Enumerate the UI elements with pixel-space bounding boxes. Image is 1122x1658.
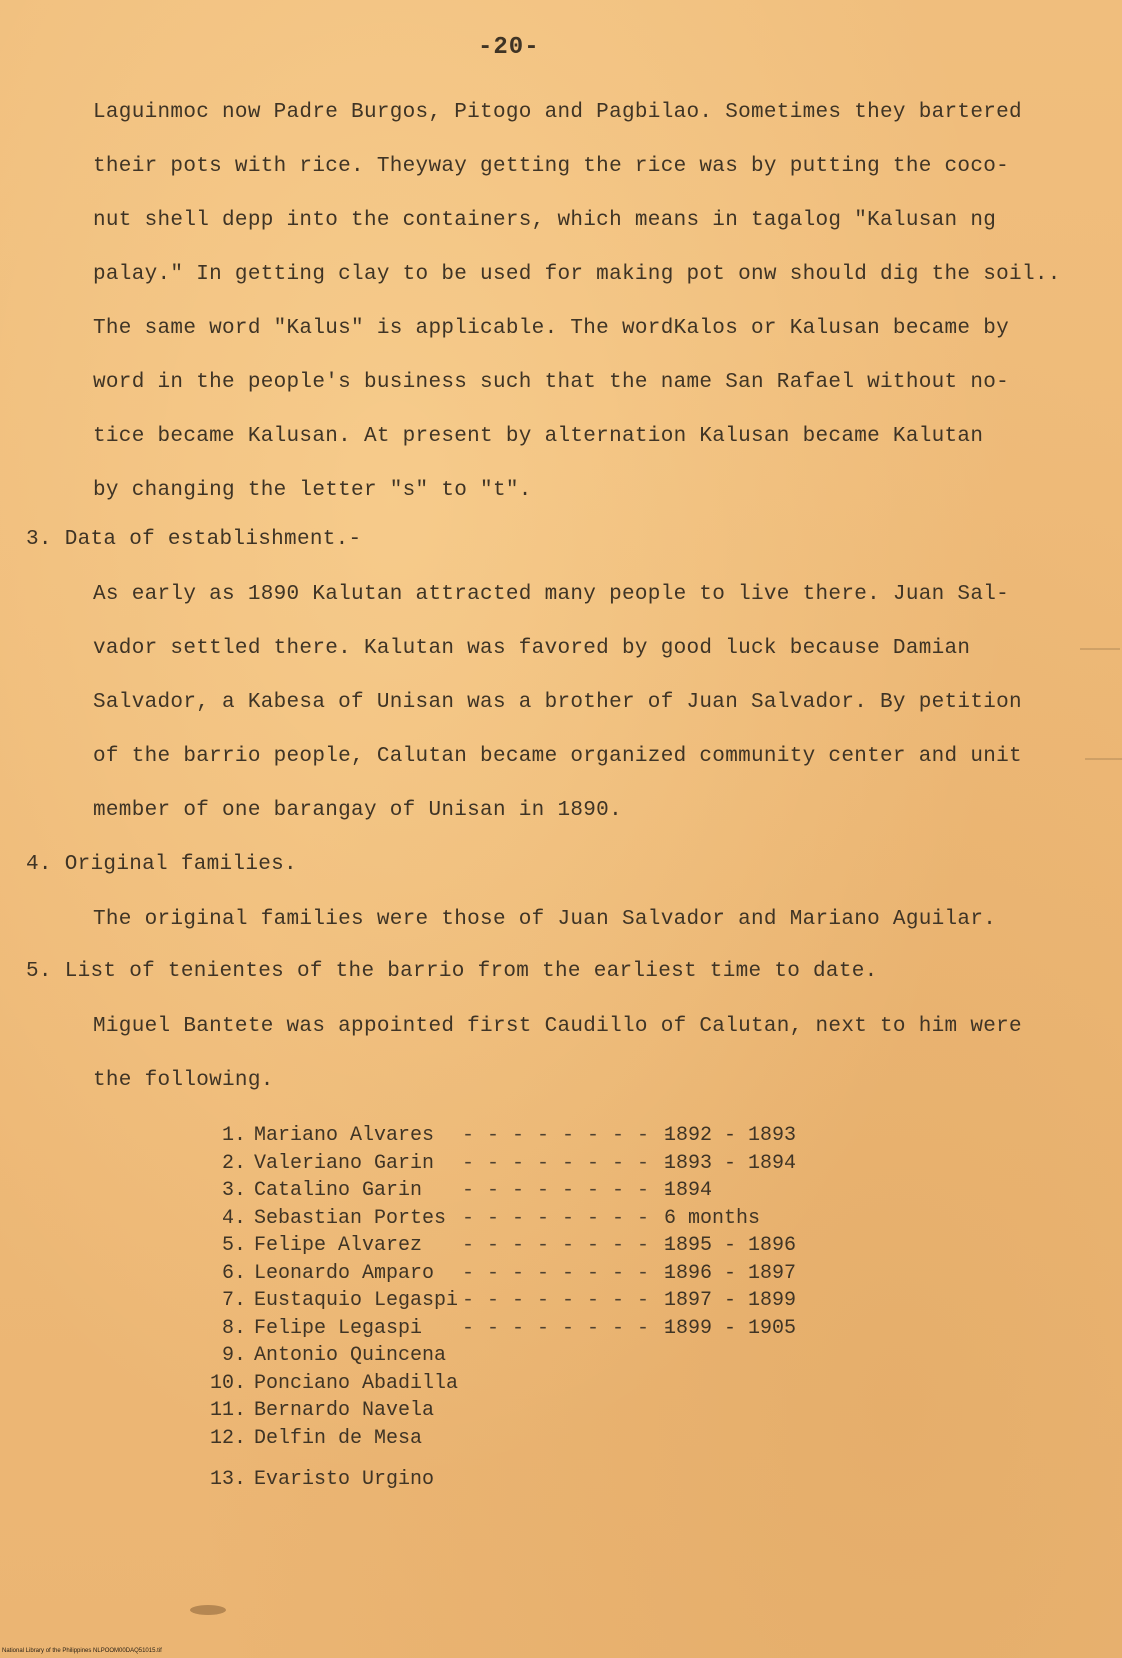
item-years: 1894 [664,1179,713,1202]
list-item [196,1287,796,1315]
text-line: Salvador, a Kabesa of Unisan was a brother of Juan Salvador. By petition [93,691,1022,714]
text-line: vador settled there. Kalutan was favored by good luck because Damian [93,637,971,660]
list-item [196,1150,796,1178]
dash-leader: - - - - - - - - - [462,1124,675,1147]
item-years: 1893 - 1894 [664,1151,797,1175]
dash-leader: - - - - - - - - - [462,1151,675,1175]
bleed-through-mark [1080,648,1120,650]
item-years: 1897 - 1899 [664,1289,797,1312]
item-number: 5. [221,1234,246,1257]
text-line: word in the people's business such that the name San Rafael without no- [93,371,1010,394]
paragraph-origin-of-name [93,86,1073,518]
list-item [196,1260,796,1288]
item-name: Delfin de Mesa [254,1426,423,1450]
dash-leader: - - - - - - - - [462,1289,650,1312]
item-number: 9. [221,1344,246,1367]
section-3-heading: 3. Data of establishment.- [26,528,362,551]
item-name: Felipe Alvarez [254,1234,423,1257]
section-4-paragraph [93,893,1073,947]
item-years: 1892 - 1893 [664,1124,797,1147]
list-item [196,1122,796,1150]
bleed-through-mark [1085,758,1122,760]
item-number: 2. [221,1151,246,1175]
item-name: Catalino Garin [254,1179,423,1202]
item-name: Evaristo Urgino [254,1468,435,1491]
section-3-paragraph [93,568,1073,838]
text-line: palay." In getting clay to be used for making pot onw should dig the soil.. [93,263,1061,286]
dash-leader: - - - - - - - - - [462,1316,675,1340]
item-name: Felipe Legaspi [254,1316,423,1340]
item-number: 4. [221,1206,246,1230]
item-name: Mariano Alvares [254,1124,435,1147]
item-number: 12. [209,1426,246,1450]
item-name: Eustaquio Legaspi [254,1289,459,1312]
text-line: Miguel Bantete was appointed first Caudillo of Calutan, next to him were [93,1015,1022,1038]
text-line: The original families were those of Juan Salvador and Mariano Aguilar. [93,908,997,931]
item-number: 10. [209,1371,246,1395]
item-number: 6. [221,1261,246,1285]
item-years: 1895 - 1896 [664,1234,797,1257]
list-item [196,1370,796,1398]
list-item [196,1232,796,1260]
section-5-paragraph [93,1000,1073,1108]
section-5-heading: 5. List of tenientes of the barrio from the earliest time to date. [26,960,878,983]
item-years: 1899 - 1905 [664,1316,797,1340]
text-line: of the barrio people, Calutan became organized community center and unit [93,745,1022,768]
text-line: their pots with rice. Theyway getting the rice was by putting the coco- [93,155,1010,178]
tenientes-list [196,1122,796,1494]
item-years: 1896 - 1897 [664,1261,797,1285]
item-name: Ponciano Abadilla [254,1371,459,1395]
item-number: 8. [221,1316,246,1340]
list-item [196,1342,796,1370]
text-line: tice became Kalusan. At present by alternation Kalusan became Kalutan [93,425,984,448]
dash-leader: - - - - - - - - - [462,1261,675,1285]
list-item [196,1466,796,1494]
dash-leader: - - - - - - - - - [462,1234,675,1257]
text-line: As early as 1890 Kalutan attracted many people to live there. Juan Sal- [93,583,1010,606]
item-number: 7. [221,1289,246,1312]
item-years: 6 months [664,1206,761,1230]
text-line: nut shell depp into the containers, which means in tagalog "Kalusan ng [93,209,997,232]
list-item [196,1315,796,1343]
list-item [196,1177,796,1205]
item-name: Antonio Quincena [254,1344,447,1367]
item-number: 3. [221,1179,246,1202]
list-item [196,1397,796,1425]
item-name: Leonardo Amparo [254,1261,435,1285]
item-name: Bernardo Navela [254,1399,435,1422]
text-line: member of one barangay of Unisan in 1890. [93,799,622,822]
page-number: -20- [478,34,540,61]
dash-leader: - - - - - - - - - [462,1179,675,1202]
list-item [196,1205,796,1233]
ink-smudge [190,1605,226,1615]
text-line: the following. [93,1069,274,1092]
text-line: by changing the letter "s" to "t". [93,479,532,502]
scan-footer-caption: National Library of the Philippines NLPOOM00DAQ51015.tif [2,1648,162,1654]
section-4-heading: 4. Original families. [26,853,297,876]
item-number: 1. [221,1124,246,1147]
item-number: 11. [209,1399,246,1422]
text-line: The same word "Kalus" is applicable. The wordKalos or Kalusan became by [93,317,1010,340]
list-item [196,1425,796,1453]
item-number: 13. [209,1468,246,1491]
item-name: Sebastian Portes [254,1206,447,1230]
dash-leader: - - - - - - - - [462,1206,650,1230]
item-name: Valeriano Garin [254,1151,435,1175]
text-line: Laguinmoc now Padre Burgos, Pitogo and Pagbilao. Sometimes they bartered [93,101,1022,124]
